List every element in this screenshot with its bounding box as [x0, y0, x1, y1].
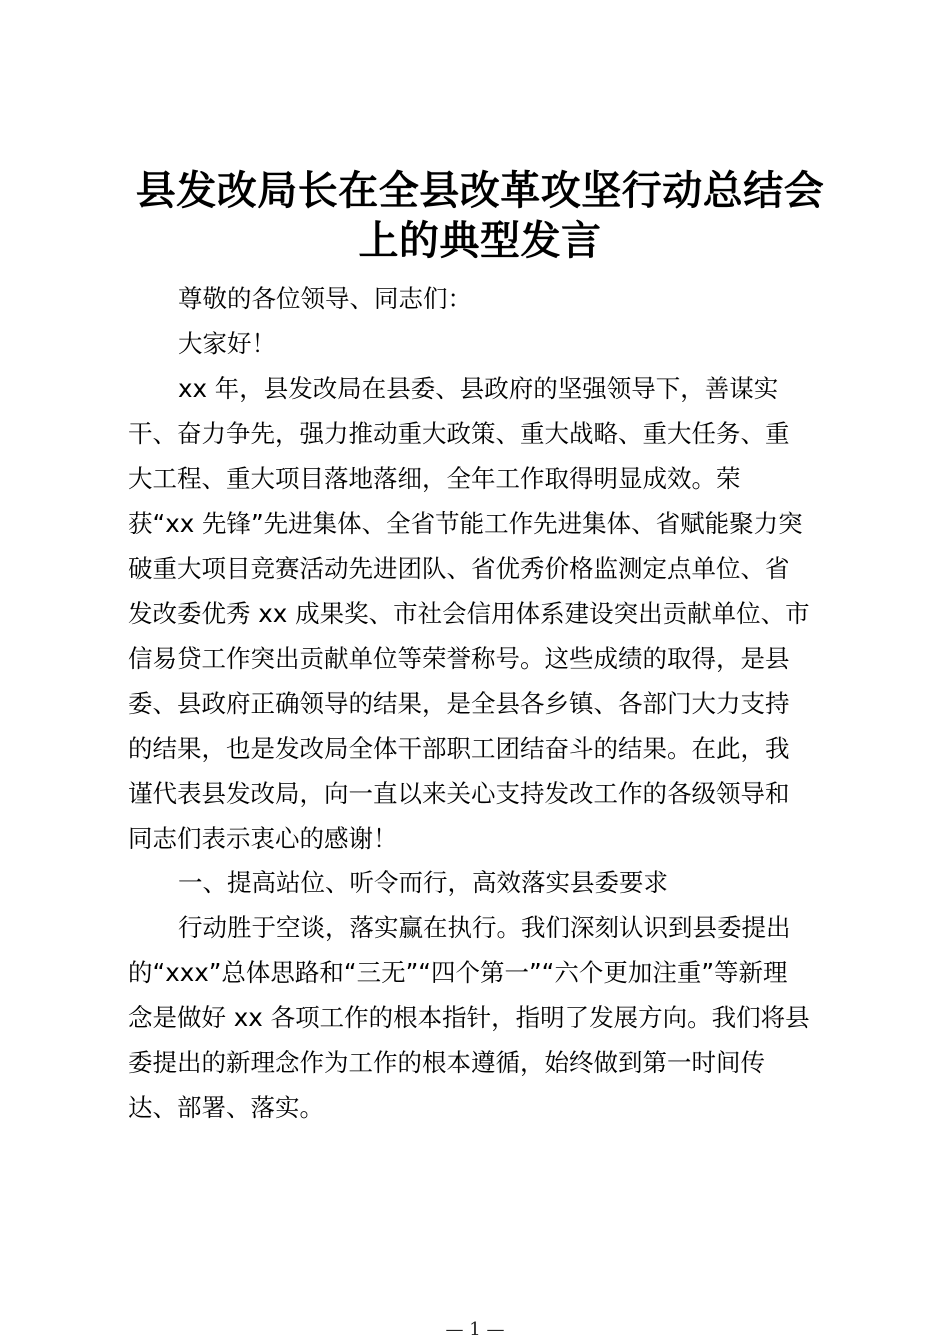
- paragraph-2: [128, 905, 828, 1130]
- paragraph-2-line: 委提出的新理念作为工作的根本遵循，始终做到第一时间传: [128, 1048, 765, 1077]
- paragraph-1-line: 干、奋力争先，强力推动重大政策、重大战略、重大任务、重: [128, 419, 790, 448]
- paragraph-1-line: 发改委优秀 xx 成果奖、市社会信用体系建设突出贡献单位、市: [128, 599, 810, 628]
- document-title: [100, 166, 860, 266]
- salutation: 尊敬的各位领导、同志们：: [178, 284, 472, 313]
- paragraph-1-line: 委、县政府正确领导的结果，是全县各乡镇、各部门大力支持: [128, 689, 790, 718]
- paragraph-2-line: 念是做好 xx 各项工作的根本指针，指明了发展方向。我们将县: [128, 1003, 810, 1032]
- section-1-heading-block: [128, 860, 828, 905]
- greeting-block: [128, 321, 828, 366]
- paragraph-1: [128, 366, 828, 861]
- page-number: — 1 —: [445, 1319, 505, 1340]
- paragraph-1-line: 同志们表示衷心的感谢！: [128, 824, 398, 853]
- salutation-block: [128, 276, 828, 321]
- title-line-1: 县发改局长在全县改革攻坚行动总结会: [135, 167, 825, 214]
- paragraph-2-line: 达、部署、落实。: [128, 1093, 324, 1122]
- section-1-heading: 一、提高站位、听令而行，高效落实县委要求: [178, 868, 668, 897]
- paragraph-1-line: xx 年，县发改局在县委、县政府的坚强领导下，善谋实: [178, 374, 779, 403]
- paragraph-2-line: 的“xxx”总体思路和“三无”“四个第一”“六个更加注重”等新理: [128, 958, 788, 987]
- paragraph-1-line: 信易贷工作突出贡献单位等荣誉称号。这些成绩的取得，是县: [128, 644, 790, 673]
- title-line-2: 上的典型发言: [358, 217, 602, 264]
- paragraph-1-line: 破重大项目竞赛活动先进团队、省优秀价格监测定点单位、省: [128, 554, 790, 583]
- paragraph-1-line: 的结果，也是发改局全体干部职工团结奋斗的结果。在此，我: [128, 734, 790, 763]
- greeting: 大家好！: [178, 329, 276, 358]
- paragraph-1-line: 谨代表县发改局，向一直以来关心支持发改工作的各级领导和: [128, 779, 790, 808]
- paragraph-2-line: 行动胜于空谈，落实赢在执行。我们深刻认识到县委提出: [178, 913, 791, 942]
- paragraph-1-line: 大工程、重大项目落地落细，全年工作取得明显成效。荣: [128, 464, 741, 493]
- paragraph-1-line: 获“xx 先锋”先进集体、全省节能工作先进集体、省赋能聚力突: [128, 509, 803, 538]
